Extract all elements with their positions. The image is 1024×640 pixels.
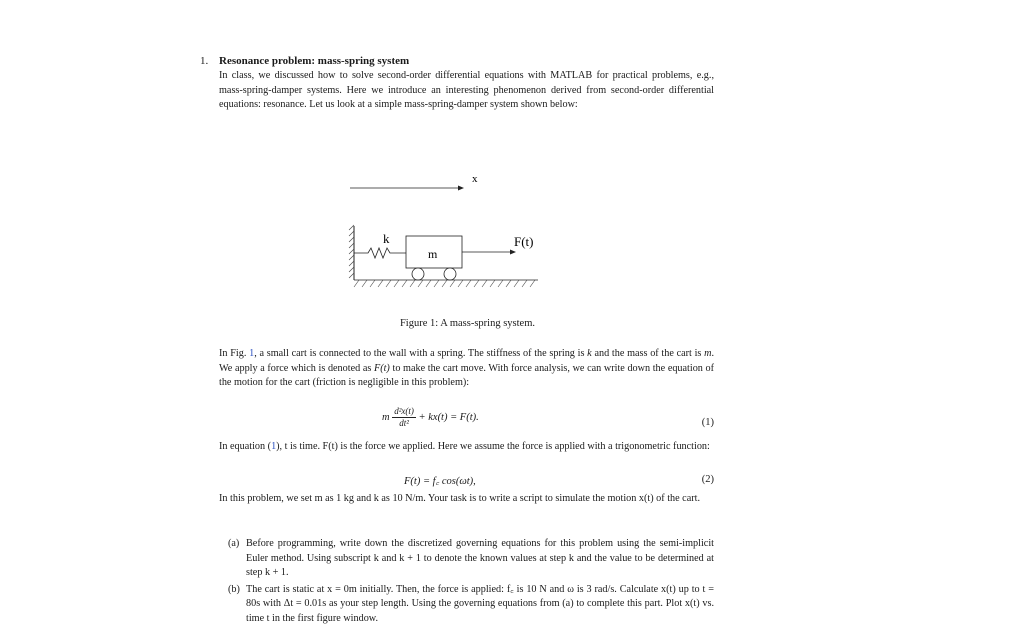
force-label: F(t): [514, 234, 534, 249]
figure-link[interactable]: 1: [249, 348, 255, 359]
force-arrowhead: [510, 250, 516, 255]
equation-1-number: (1): [701, 417, 714, 428]
spring: [354, 248, 406, 258]
description-paragraph: In Fig. 1, a small cart is connected to the wall with a spring. The stiffness of the spring is k and the mass of the cart is m. We apply a force which is denoted as F(t) to make the cart move. With force analysis, we can write down the equation of the motion for the cart (friction is negligible in this problem):: [219, 348, 715, 389]
task-item-b: (b) The cart is static at x = 0m initially. Then, the force is applied: f꜀ is 10 N and ω is 3 rad/s. Calculate x(t) up to t = 80s with Δt = 0.01s as your step length. Using the governing equations from (a) to complete this part. Plot x(t) vs. time t in the first figure window.: [228, 583, 714, 624]
m-label: m: [428, 247, 438, 261]
wheel-left: [412, 268, 424, 280]
equation-1: m $\frac{\text{d²x(t)}}{\text{dt²}}$ + kx(t) = F(t).: [382, 406, 479, 428]
task-item-a: (a) Before programming, write down the discretized governing equations for this problem using the semi-implicit Euler method. Using subscript k and k + 1 to denote the known values at step k and the value to be determined at step k + 1.: [228, 538, 714, 579]
wall-hatch: [349, 225, 354, 278]
task-paragraph: In this problem, we set m as 1 kg and k as 10 N/m. Your task is to write a script to simulate the motion x(t) of the cart.: [219, 493, 700, 504]
x-label: x: [472, 173, 478, 185]
equation-2-number: (2): [701, 474, 714, 485]
k-label: k: [383, 231, 390, 246]
intro-paragraph: In class, we discussed how to solve second-order differential equations with MATLAB for practical problems, e.g., mass-spring-damper systems. Here we introduce an interesting phenomenon derived from second-order differential equations: resonance. Let us look at a simple mass-spring-damper system shown below:: [219, 70, 714, 111]
derivative-fraction: $\frac{\text{d²x(t)}}{\text{dt²}}$: [394, 406, 414, 428]
equation-link[interactable]: 1: [271, 441, 277, 452]
problem-number: 1.: [200, 55, 209, 67]
equation-paragraph: In equation (1), t is time. F(t) is the force we applied. Here we assume the force is applied with a trigonometric function:: [219, 441, 710, 452]
wheel-right: [444, 268, 456, 280]
ground-hatch: [354, 280, 535, 287]
x-arrowhead: [458, 186, 464, 191]
figure-caption: Figure 1: A mass-spring system.: [399, 318, 536, 329]
mass-spring-figure: [340, 160, 570, 300]
equation-2: F(t) = f꜀ cos(ωt),: [404, 476, 476, 487]
task-list: [228, 537, 714, 629]
problem-title: Resonance problem: mass-spring system: [219, 55, 410, 67]
